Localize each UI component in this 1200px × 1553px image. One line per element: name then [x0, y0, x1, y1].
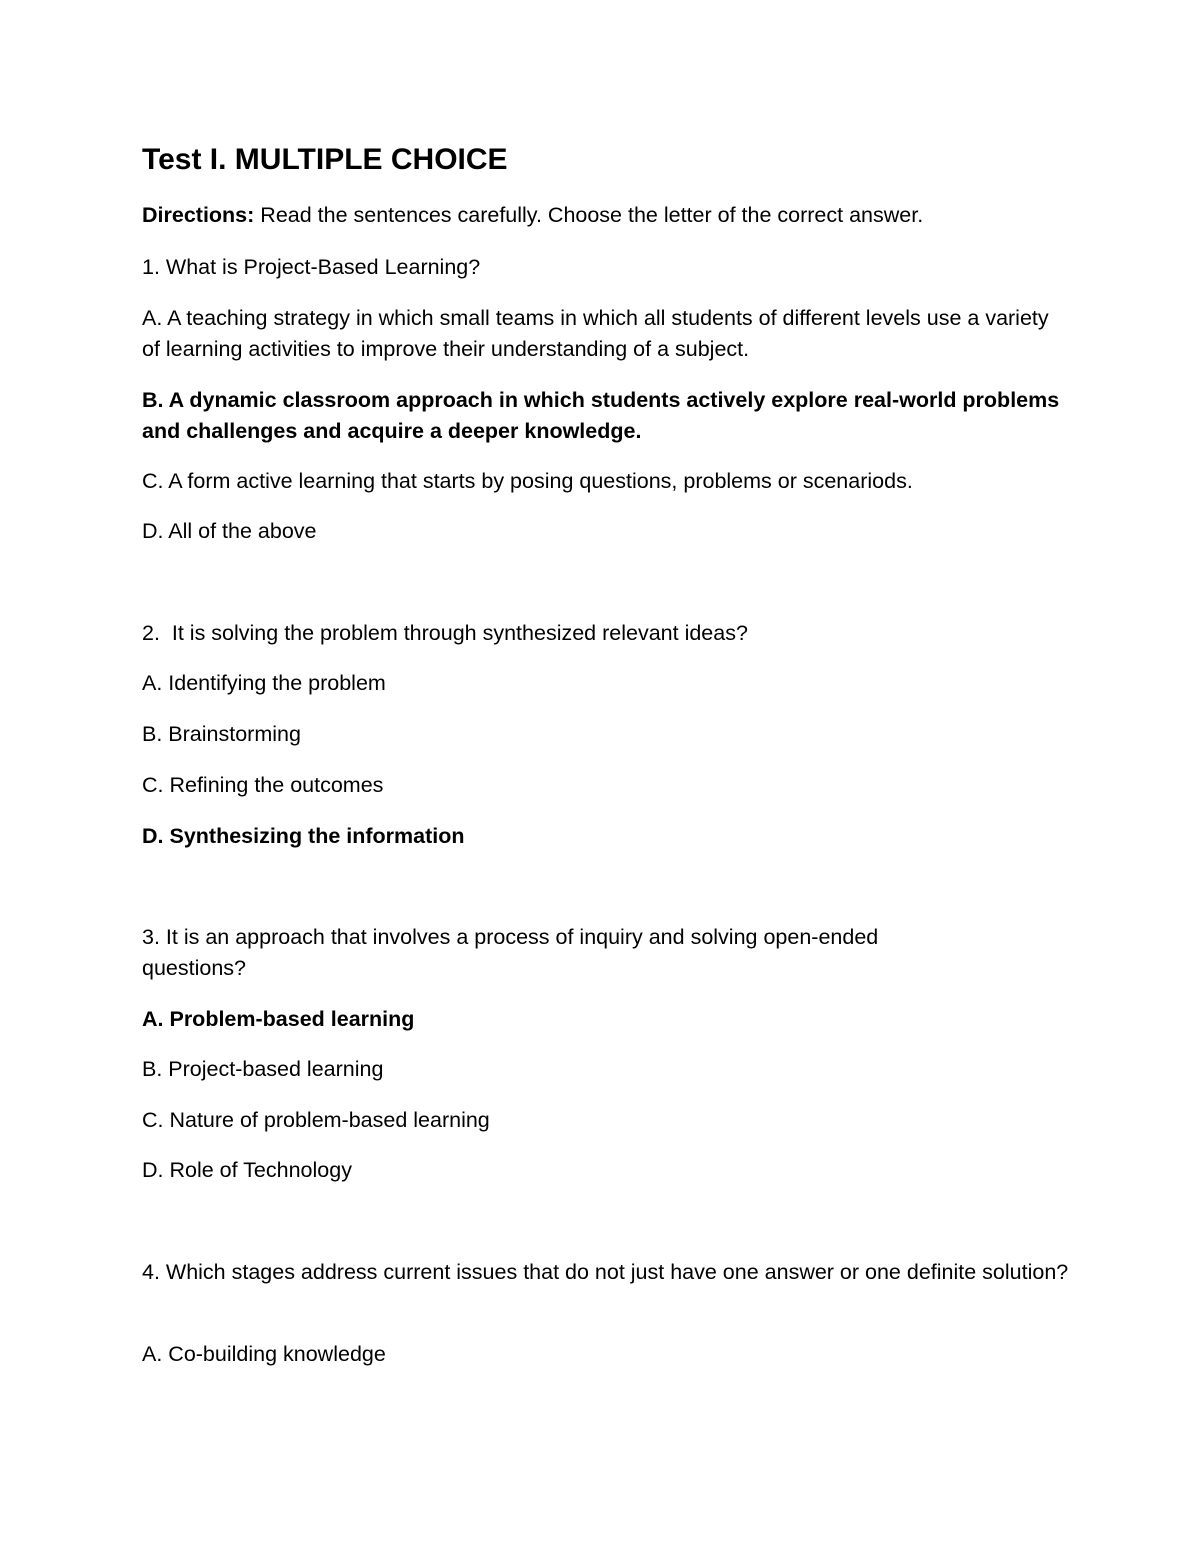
question-3-option-b: B. Project-based learning: [142, 1057, 384, 1081]
directions-label: Directions:: [142, 203, 255, 227]
directions-text: Read the sentences carefully. Choose the letter of the correct answer.: [254, 203, 924, 227]
question-1: 1. What is Project-Based Learning?: [142, 255, 481, 279]
question-2-option-d-correct: D. Synthesizing the information: [142, 824, 465, 848]
question-1-option-a: A. A teaching strategy in which small teams in which all students of different levels use a variety of learning activities to improve their understanding of a subject.: [142, 306, 1049, 361]
question-2: 2. It is solving the problem through synthesized relevant ideas?: [142, 621, 748, 645]
question-3-option-a-correct: A. Problem-based learning: [142, 1007, 415, 1031]
question-3-option-c: C. Nature of problem-based learning: [142, 1108, 490, 1132]
question-1-option-c: C. A form active learning that starts by posing questions, problems or scenariods.: [142, 469, 913, 493]
question-2-option-a: A. Identifying the problem: [142, 671, 386, 695]
question-3: 3. It is an approach that involves a process of inquiry and solving open-ended questions?: [142, 925, 879, 980]
question-4-option-a: A. Co-building knowledge: [142, 1342, 386, 1366]
page-title: Test I. MULTIPLE CHOICE: [142, 143, 508, 176]
question-2-option-b: B. Brainstorming: [142, 722, 301, 746]
question-4: 4. Which stages address current issues that do not just have one answer or one definite solution?: [142, 1260, 1069, 1284]
directions: [142, 200, 1072, 231]
question-1-option-d: D. All of the above: [142, 519, 317, 543]
question-3-option-d: D. Role of Technology: [142, 1158, 352, 1182]
question-1-option-b-correct: B. A dynamic classroom approach in which students actively explore real-world problems and challenges and acquire a deeper knowledge.: [142, 388, 1060, 443]
question-2-option-c: C. Refining the outcomes: [142, 773, 384, 797]
